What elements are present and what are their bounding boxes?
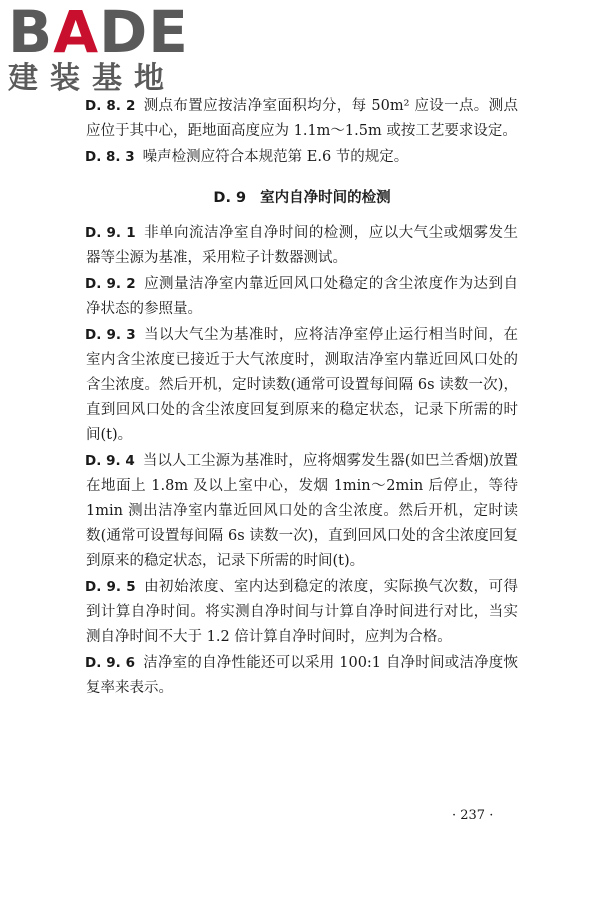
logo-letters-de: DE (99, 0, 189, 66)
clause-text: 当以大气尘为基准时，应将洁净室停止运行相当时间，在室内含尘浓度已接近于大气浓度时，测取洁净室内靠近回风口处的含尘浓度。然后开机，定时读数(通常可设置每间隔 6s 读数一次)，直到回风口处的含尘浓度回复到原来的稳定状态，记录下所需的时间(t)。 (86, 327, 518, 443)
clause-text: 噪声检测应符合本规范第 E.6 节的规定。 (142, 149, 409, 165)
clause-number: D. 8. 3 (85, 149, 135, 165)
logo-letter-b: B (8, 0, 54, 66)
clause-text: 非单向流洁净室自净时间的检测，应以大气尘或烟雾发生器等尘源为基准，采用粒子计数器测试。 (86, 225, 518, 266)
clause-d-9-3 (86, 323, 518, 448)
brand-logo (8, 0, 189, 96)
clause-number: D. 9. 1 (85, 225, 136, 241)
clause-number: D. 9. 5 (85, 579, 136, 595)
document-body (86, 94, 518, 702)
clause-text: 洁净室的自净性能还可以采用 100:1 自净时间或洁净度恢复率来表示。 (86, 655, 518, 696)
clause-d-8-2 (86, 94, 518, 144)
clause-text: 由初始浓度、室内达到稳定的浓度，实际换气次数，可得到计算自净时间。将实测自净时间与计算自净时间进行对比，当实测自净时间不大于 1.2 倍计算自净时间时，应判为合格。 (86, 579, 518, 645)
clause-d-9-2 (86, 272, 518, 322)
logo-chinese-name: 建装基地 (8, 61, 176, 96)
clause-d-9-4 (86, 449, 518, 574)
logo-wordmark (8, 0, 189, 66)
clause-number: D. 9. 3 (85, 327, 136, 343)
section-title-text: 室内自净时间的检测 (260, 190, 391, 206)
clause-d-9-5 (86, 575, 518, 650)
clause-number: D. 9. 2 (85, 276, 136, 292)
section-number: D. 9 (213, 190, 247, 206)
logo-letter-a: A (53, 0, 100, 66)
clause-text: 测点布置应按洁净室面积均分，每 50m² 应设一点。测点应位于其中心，距地面高度应为 1.1m～1.5m 或按工艺要求设定。 (86, 98, 518, 139)
clause-number: D. 8. 2 (85, 98, 136, 114)
section-heading (86, 186, 518, 207)
clause-number: D. 9. 6 (85, 655, 136, 671)
clause-text: 应测量洁净室内靠近回风口处稳定的含尘浓度作为达到自净状态的参照量。 (86, 276, 518, 317)
clause-d-9-6 (86, 651, 518, 701)
page-number: · 237 · (452, 808, 494, 823)
clause-d-8-3 (86, 145, 518, 170)
clause-d-9-1 (86, 221, 518, 271)
clause-text: 当以人工尘源为基准时，应将烟雾发生器(如巴兰香烟)放置在地面上 1.8m 及以上室中心，发烟 1min～2min 后停止，等待 1min 测出洁净室内靠近回风口处的含尘浓度。然后开机，定时读数(通常可设置每间隔 6s 读数一次)，直到回风口处的含尘浓度回复到原来的稳定状态，记录下所需的时间(t)。 (86, 453, 519, 569)
clause-number: D. 9. 4 (85, 453, 135, 469)
